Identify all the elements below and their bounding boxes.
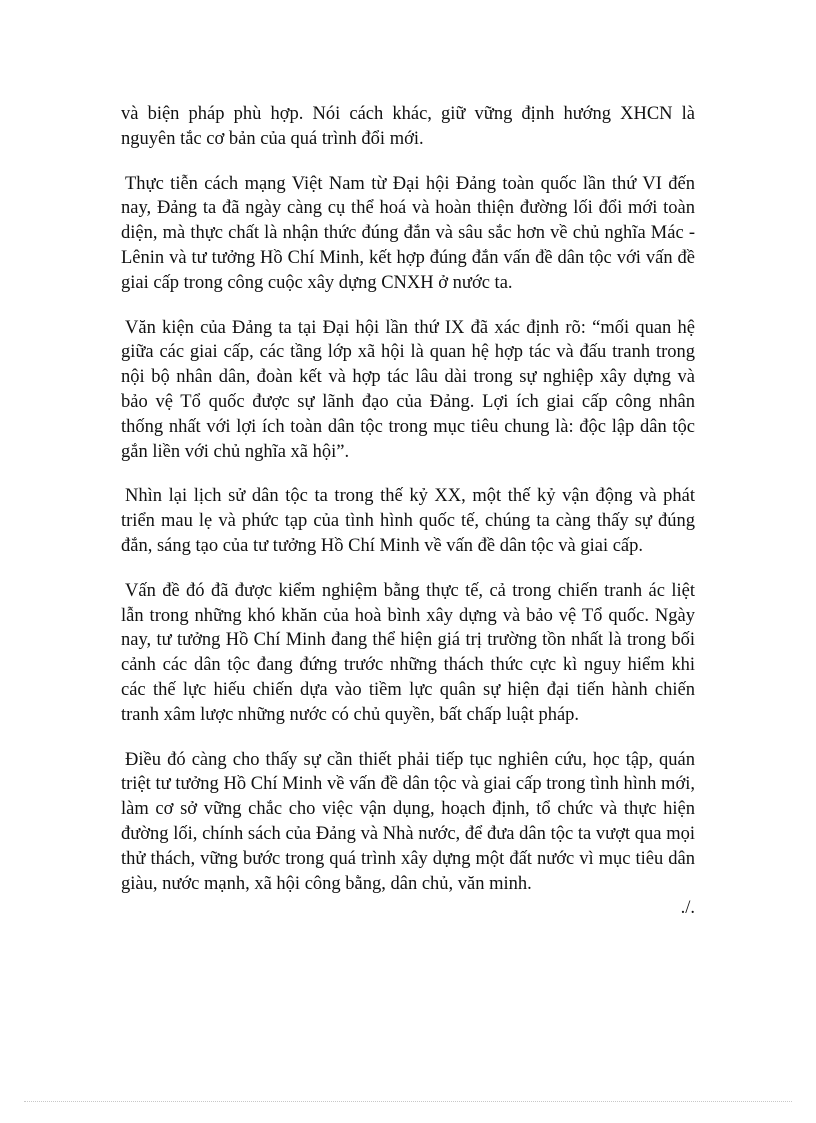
page-bottom-border (24, 1101, 792, 1102)
paragraph-2: Thực tiễn cách mạng Việt Nam từ Đại hội Đảng toàn quốc lần thứ VI đến nay, Đảng ta đã ngày càng cụ thể hoá và hoàn thiện đường lối đổi mới toàn diện, mà thực chất là nhận thức đúng đắn và sâu sắc hơn về chủ nghĩa Mác - Lênin và tư tưởng Hồ Chí Minh, kết hợp đúng đắn vấn đề dân tộc với vấn đề giai cấp trong công cuộc xây dựng CNXH ở nước ta. (121, 173, 695, 293)
paragraph-6: Điều đó càng cho thấy sự cần thiết phải tiếp tục nghiên cứu, học tập, quán triệt tư tưởng Hồ Chí Minh về vấn đề dân tộc và giai cấp trong tình hình mới, làm cơ sở vững chắc cho việc vận dụng, hoạch định, tổ chức và thực hiện đường lối, chính sách của Đảng và Nhà nước, để đưa dân tộc ta vượt qua mọi thử thách, vững bước trong quá trình xây dựng một đất nước vì mục tiêu dân giàu, nước mạnh, xã hội công bằng, dân chủ, văn minh. (121, 749, 695, 894)
paragraph-3: Văn kiện của Đảng ta tại Đại hội lần thứ IX đã xác định rõ: “mối quan hệ giữa các giai cấp, các tầng lớp xã hội là quan hệ hợp tác và đấu tranh trong nội bộ nhân dân, đoàn kết và hợp tác lâu dài trong sự nghiệp xây dựng và bảo vệ Tổ quốc được sự lãnh đạo của Đảng. Lợi ích giai cấp công nhân thống nhất với lợi ích toàn dân tộc trong mục tiêu chung là: độc lập dân tộc gắn liền với chủ nghĩa xã hội”. (121, 317, 695, 462)
document-body (121, 102, 695, 921)
paragraph-4: Nhìn lại lịch sử dân tộc ta trong thế kỷ XX, một thế kỷ vận động và phát triển mau lẹ và phức tạp của tình hình quốc tế, chúng ta càng thấy sự đúng đắn, sáng tạo của tư tưởng Hồ Chí Minh về vấn đề dân tộc và giai cấp. (121, 486, 695, 556)
closing-mark: ./. (680, 898, 695, 919)
paragraph-1: và biện pháp phù hợp. Nói cách khác, giữ vững định hướng XHCN là nguyên tắc cơ bản của quá trình đổi mới. (121, 104, 695, 149)
paragraph-5: Vấn đề đó đã được kiểm nghiệm bằng thực tế, cả trong chiến tranh ác liệt lẫn trong những khó khăn của hoà bình xây dựng và bảo vệ Tổ quốc. Ngày nay, tư tưởng Hồ Chí Minh đang thể hiện giá trị trường tồn nhất là trong bối cảnh các dân tộc đang đứng trước những thách thức cực kì nguy hiểm khi các thế lực hiếu chiến dựa vào tiềm lực quân sự hiện đại tiến hành chiến tranh xâm lược những nước có chủ quyền, bất chấp luật pháp. (121, 580, 695, 725)
